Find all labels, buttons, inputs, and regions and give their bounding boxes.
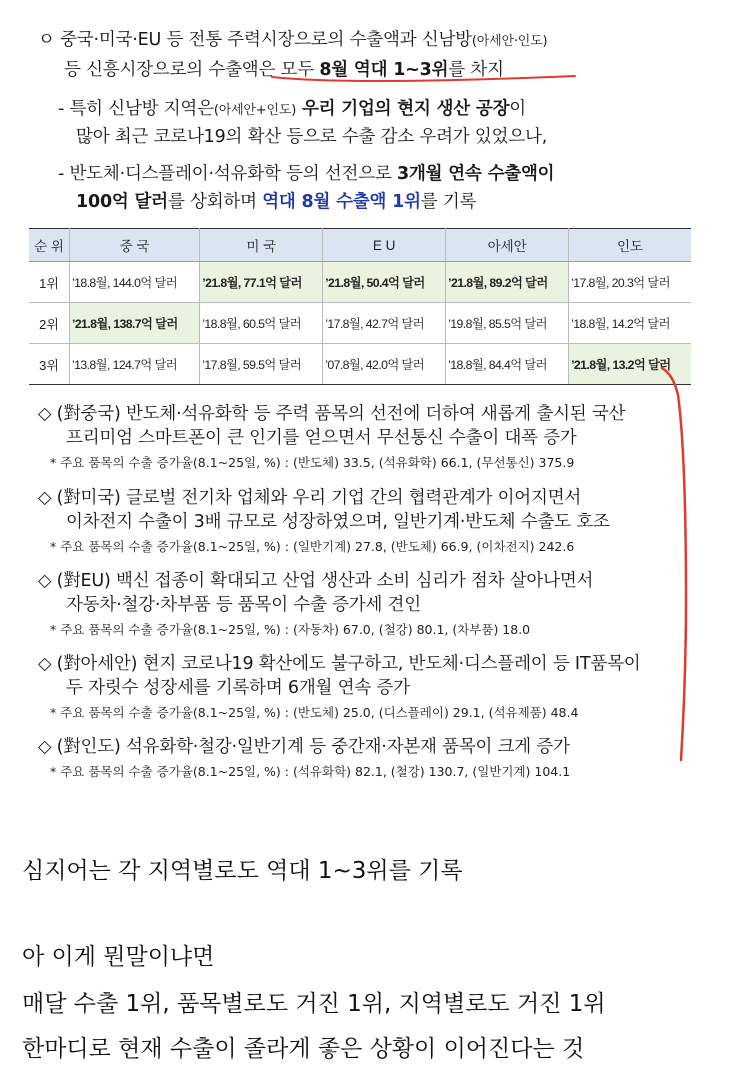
header-usa: 미 국 — [200, 229, 323, 262]
region-usa-line-2: 이차전지 수출이 3배 규모로 성장하였으며, 일반기계·반도체 수출도 호조 — [66, 512, 610, 532]
intro-bullet-1-line-1 — [38, 26, 547, 51]
region-eu-line-1: ◇ (對EU) 백신 접종이 확대되고 산업 생산과 소비 심리가 점차 살아나면서 — [38, 571, 594, 591]
dash-blue-emphasis: 역대 8월 수출액 1위 — [262, 192, 421, 212]
dash-text: - 특히 신남방 지역은 — [58, 99, 214, 119]
table-cell-highlight: ’21.8월, 13.2억 달러 — [569, 344, 691, 385]
table-cell: ’18.8월, 14.2억 달러 — [569, 303, 691, 344]
region-asean-line-1: ◇ (對아세안) 현지 코로나19 확산에도 불구하고, 반도체·디스플레이 등 IT품목이 — [38, 654, 641, 674]
region-asean-line-2: 두 자릿수 성장세를 기록하며 6개월 연속 증가 — [66, 678, 410, 698]
header-asean: 아세안 — [446, 229, 569, 262]
region-usa-line-1: ◇ (對미국) 글로벌 전기차 업체와 우리 기업 간의 협력관계가 이어지면서 — [38, 488, 582, 508]
intro-bullet-1-line-2 — [64, 56, 504, 81]
dash-text: 이 — [509, 99, 527, 119]
intro-dash-2-line-1 — [58, 160, 554, 185]
export-ranking-table — [29, 228, 691, 385]
commentary-line-4: 한마디로 현재 수출이 졸라게 좋은 상황이 이어진다는 것 — [22, 1036, 585, 1062]
region-india-note: * 주요 품목의 수출 증가율(8.1~25일, %) : (석유화학) 82.1, (철강) 130.7, (일반기계) 104.1 — [50, 764, 571, 779]
table-cell-highlight: ’21.8월, 138.7억 달러 — [70, 303, 200, 344]
table-cell: ’17.8월, 42.7억 달러 — [323, 303, 446, 344]
rank-cell: 3위 — [29, 344, 70, 385]
dash-text: 많아 최근 코로나19의 확산 등으로 수출 감소 우려가 있었으나, — [76, 127, 548, 147]
dash-text: 를 기록 — [420, 192, 477, 212]
commentary-line-2: 아 이게 뭔말이냐면 — [22, 944, 215, 970]
bullet-text: 등 신흥시장으로의 수출액은 모두 — [64, 60, 320, 80]
commentary-line-3: 매달 수출 1위, 품목별로도 거진 1위, 지역별로도 거진 1위 — [22, 991, 606, 1017]
region-china-line-2: 프리미엄 스마트폰이 큰 인기를 얻으면서 무선통신 수출이 대폭 증가 — [66, 428, 577, 448]
table-cell: ’13.8월, 124.7억 달러 — [70, 344, 200, 385]
region-eu-line-2: 자동차·철강·차부품 등 품목이 수출 증가세 견인 — [66, 595, 421, 615]
rank-cell: 1위 — [29, 262, 70, 303]
table-cell: ’17.8월, 20.3억 달러 — [569, 262, 691, 303]
region-china-line-1: ◇ (對중국) 반도체·석유화학 등 주력 품목의 선전에 더하여 새롭게 출시된 국산 — [38, 404, 626, 424]
table-cell: ’07.8월, 42.0억 달러 — [323, 344, 446, 385]
dash-emphasis: 3개월 연속 수출액이 — [396, 164, 555, 184]
header-china: 중 국 — [70, 229, 200, 262]
region-usa-note: * 주요 품목의 수출 증가율(8.1~25일, %) : (일반기계) 27.8, (반도체) 66.9, (이차전지) 242.6 — [50, 539, 575, 554]
table-cell: ’19.8월, 85.5억 달러 — [446, 303, 569, 344]
table-cell: ’17.8월, 59.5억 달러 — [200, 344, 323, 385]
table-row — [29, 262, 691, 303]
header-rank: 순 위 — [29, 229, 70, 262]
region-china-note: * 주요 품목의 수출 증가율(8.1~25일, %) : (반도체) 33.5, (석유화학) 66.1, (무선통신) 375.9 — [50, 455, 575, 470]
intro-dash-1-line-2 — [76, 123, 547, 148]
header-india: 인도 — [569, 229, 691, 262]
bullet-text: 를 차지 — [448, 60, 504, 80]
bullet-paren: (아세안·인도) — [471, 34, 548, 49]
dash-text: - 반도체·디스플레이·석유화학 등의 선전으로 — [58, 164, 397, 184]
header-eu: E U — [323, 229, 446, 262]
table-cell: ’18.8월, 60.5억 달러 — [200, 303, 323, 344]
dash-text: 를 상회하며 — [167, 192, 263, 212]
intro-dash-2-line-2 — [76, 188, 476, 213]
region-india-line-1: ◇ (對인도) 석유화학·철강·일반기계 등 중간재·자본재 품목이 크게 증가 — [38, 737, 570, 757]
intro-dash-1-line-1 — [58, 95, 526, 120]
bullet-emphasis: 8월 역대 1~3위 — [319, 60, 449, 80]
dash-emphasis: 우리 기업의 현지 생산 공장 — [296, 99, 510, 119]
region-eu-note: * 주요 품목의 수출 증가율(8.1~25일, %) : (자동차) 67.0, (철강) 80.1, (차부품) 18.0 — [50, 622, 531, 637]
table-row — [29, 344, 691, 385]
dash-paren: (아세안+인도) — [213, 103, 297, 118]
rank-cell: 2위 — [29, 303, 70, 344]
bullet-text: ㅇ 중국·미국·EU 등 전통 주력시장으로의 수출액과 신남방 — [38, 30, 472, 50]
table-cell-highlight: ’21.8월, 50.4억 달러 — [323, 262, 446, 303]
table-cell-highlight: ’21.8월, 77.1억 달러 — [200, 262, 323, 303]
dash-emphasis: 100억 달러 — [76, 192, 168, 212]
table-cell: ’18.8월, 144.0억 달러 — [70, 262, 200, 303]
table-cell-highlight: ’21.8월, 89.2억 달러 — [446, 262, 569, 303]
table-header-row — [29, 229, 691, 262]
commentary-line-1: 심지어는 각 지역별로도 역대 1~3위를 기록 — [22, 858, 463, 884]
region-asean-note: * 주요 품목의 수출 증가율(8.1~25일, %) : (반도체) 25.0, (디스플레이) 29.1, (석유제품) 48.4 — [50, 705, 579, 720]
table-cell: ’18.8월, 84.4억 달러 — [446, 344, 569, 385]
table-row — [29, 303, 691, 344]
